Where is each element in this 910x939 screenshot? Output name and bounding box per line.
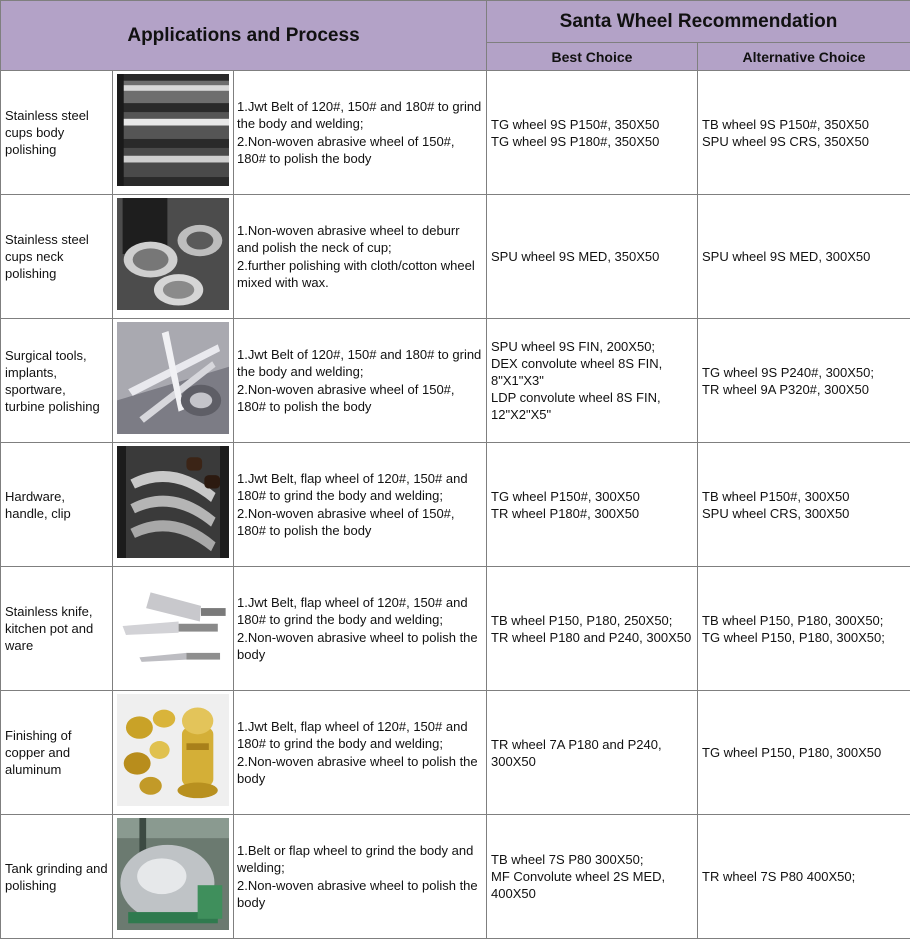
- process-cell: [234, 691, 487, 815]
- alternative-choice-item: SPU wheel 9S MED, 300X50: [702, 248, 906, 265]
- alternative-choice-cell: [698, 443, 910, 567]
- best-choice-item: TR wheel 7A P180 and P240, 300X50: [491, 736, 693, 770]
- alternative-choice-item: TR wheel 9A P320#, 300X50: [702, 381, 906, 398]
- process-step: 2.Non-woven abrasive wheel of 150#, 180# to polish the body: [237, 505, 484, 540]
- handles-image: [117, 446, 229, 563]
- process-step: 1.Jwt Belt, flap wheel of 120#, 150# and 180# to grind the body and welding;: [237, 594, 484, 629]
- application-cell: Surgical tools, implants, sportware, turbine polishing: [1, 319, 113, 443]
- tank-image: [117, 818, 229, 935]
- best-choice-cell: [487, 319, 698, 443]
- process-step: 1.Jwt Belt of 120#, 150# and 180# to grind the body and welding;: [237, 346, 484, 381]
- alternative-choice-item: SPU wheel 9S CRS, 350X50: [702, 133, 906, 150]
- best-choice-item: MF Convolute wheel 2S MED, 400X50: [491, 868, 693, 902]
- process-cell: [234, 567, 487, 691]
- alternative-choice-item: TG wheel P150, P180, 300X50;: [702, 629, 906, 646]
- process-step: 2.Non-woven abrasive wheel to polish the body: [237, 629, 484, 664]
- application-cell: Stainless steel cups neck polishing: [1, 195, 113, 319]
- table-row: [1, 195, 910, 319]
- best-choice-item: DEX convolute wheel 8S FIN, 8"X1"X3": [491, 355, 693, 389]
- application-cell: Stainless knife, kitchen pot and ware: [1, 567, 113, 691]
- best-choice-item: SPU wheel 9S FIN, 200X50;: [491, 338, 693, 355]
- alternative-choice-cell: [698, 567, 910, 691]
- application-photo-cell: [113, 319, 234, 443]
- table-row: [1, 71, 910, 195]
- process-step: 1.Jwt Belt of 120#, 150# and 180# to grind the body and welding;: [237, 98, 484, 133]
- alternative-choice-cell: [698, 815, 910, 939]
- best-choice-item: TG wheel P150#, 300X50: [491, 488, 693, 505]
- process-step: 2.Non-woven abrasive wheel to polish the body: [237, 753, 484, 788]
- alternative-choice-item: TR wheel 7S P80 400X50;: [702, 868, 906, 885]
- application-photo-cell: [113, 443, 234, 567]
- best-choice-item: LDP convolute wheel 8S FIN, 12"X2"X5": [491, 389, 693, 423]
- alternative-choice-cell: [698, 195, 910, 319]
- process-step: 2.Non-woven abrasive wheel to polish the body: [237, 877, 484, 912]
- process-step: 1.Jwt Belt, flap wheel of 120#, 150# and 180# to grind the body and welding;: [237, 718, 484, 753]
- process-cell: [234, 71, 487, 195]
- recommendation-header: Santa Wheel Recommendation: [487, 1, 910, 43]
- best-choice-item: TG wheel 9S P180#, 350X50: [491, 133, 693, 150]
- best-choice-cell: [487, 71, 698, 195]
- process-step: 2.further polishing with cloth/cotton wheel mixed with wax.: [237, 257, 484, 292]
- alternative-choice-header: Alternative Choice: [698, 43, 910, 71]
- table-row: [1, 691, 910, 815]
- process-cell: [234, 443, 487, 567]
- best-choice-cell: [487, 195, 698, 319]
- process-step: 1.Jwt Belt, flap wheel of 120#, 150# and 180# to grind the body and welding;: [237, 470, 484, 505]
- application-photo-cell: [113, 71, 234, 195]
- alternative-choice-item: TB wheel P150#, 300X50: [702, 488, 906, 505]
- alternative-choice-item: TG wheel 9S P240#, 300X50;: [702, 364, 906, 381]
- best-choice-cell: [487, 567, 698, 691]
- cup-necks-image: [117, 198, 229, 315]
- application-cell: Finishing of copper and aluminum: [1, 691, 113, 815]
- application-cell: Tank grinding and polishing: [1, 815, 113, 939]
- alternative-choice-item: TB wheel P150, P180, 300X50;: [702, 612, 906, 629]
- applications-header: Applications and Process: [1, 1, 487, 71]
- alternative-choice-cell: [698, 691, 910, 815]
- process-step: 1.Belt or flap wheel to grind the body and welding;: [237, 842, 484, 877]
- best-choice-cell: [487, 815, 698, 939]
- process-cell: [234, 319, 487, 443]
- table-row: [1, 567, 910, 691]
- table-row: [1, 319, 910, 443]
- alternative-choice-cell: [698, 319, 910, 443]
- brass-parts-image: [117, 694, 229, 811]
- surgical-tools-image: [117, 322, 229, 439]
- application-cell: Stainless steel cups body polishing: [1, 71, 113, 195]
- application-photo-cell: [113, 567, 234, 691]
- process-cell: [234, 815, 487, 939]
- alternative-choice-item: TG wheel P150, P180, 300X50: [702, 744, 906, 761]
- table-row: [1, 815, 910, 939]
- steel-rollers-image: [117, 74, 229, 191]
- application-photo-cell: [113, 691, 234, 815]
- alternative-choice-item: SPU wheel CRS, 300X50: [702, 505, 906, 522]
- process-cell: [234, 195, 487, 319]
- best-choice-item: TR wheel P180 and P240, 300X50: [491, 629, 693, 646]
- process-step: 2.Non-woven abrasive wheel of 150#, 180# to polish the body: [237, 381, 484, 416]
- alternative-choice-cell: [698, 71, 910, 195]
- best-choice-item: TB wheel 7S P80 300X50;: [491, 851, 693, 868]
- best-choice-header: Best Choice: [487, 43, 698, 71]
- process-step: 2.Non-woven abrasive wheel of 150#, 180# to polish the body: [237, 133, 484, 168]
- best-choice-item: TG wheel 9S P150#, 350X50: [491, 116, 693, 133]
- process-step: 1.Non-woven abrasive wheel to deburr and polish the neck of cup;: [237, 222, 484, 257]
- application-photo-cell: [113, 815, 234, 939]
- application-photo-cell: [113, 195, 234, 319]
- alternative-choice-item: TB wheel 9S P150#, 350X50: [702, 116, 906, 133]
- best-choice-item: SPU wheel 9S MED, 350X50: [491, 248, 693, 265]
- application-cell: Hardware, handle, clip: [1, 443, 113, 567]
- best-choice-item: TB wheel P150, P180, 250X50;: [491, 612, 693, 629]
- best-choice-cell: [487, 443, 698, 567]
- knives-image: [117, 570, 229, 687]
- best-choice-item: TR wheel P180#, 300X50: [491, 505, 693, 522]
- table-row: [1, 443, 910, 567]
- best-choice-cell: [487, 691, 698, 815]
